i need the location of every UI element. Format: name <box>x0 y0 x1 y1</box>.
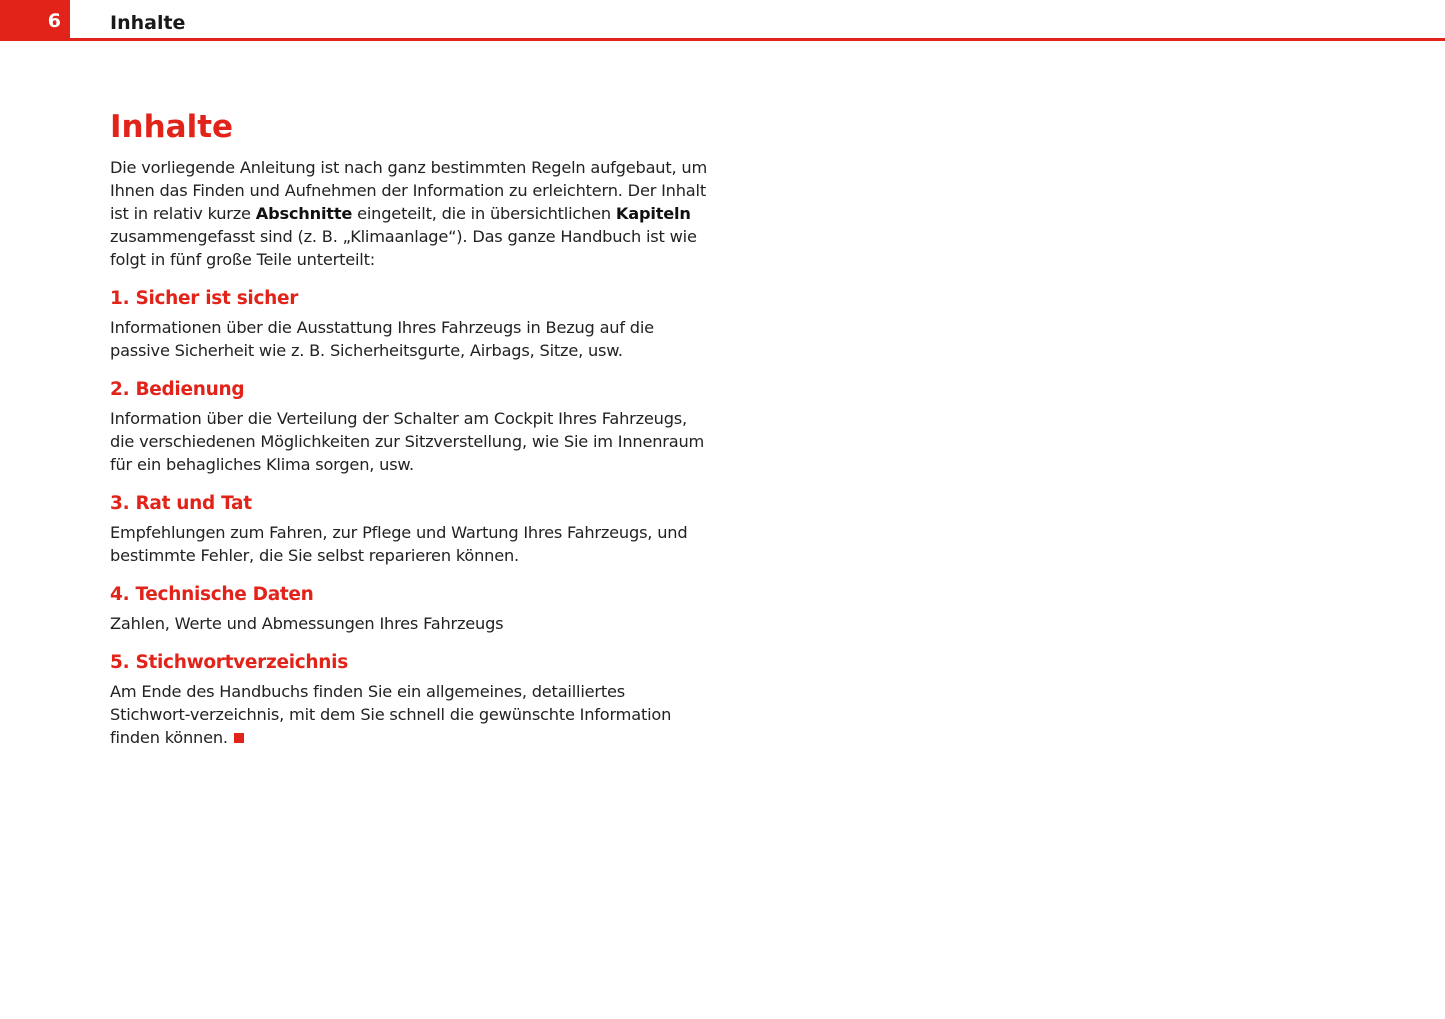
intro-bold-term: Abschnitte <box>255 204 353 223</box>
section-text: Am Ende des Handbuchs finden Sie ein allgemeines, detailliertes Stichwort-verzeichnis, mit dem Sie schnell die gewünschte Information finden können. <box>110 682 672 747</box>
page-number: 6 <box>47 10 61 32</box>
section-rat-und-tat <box>110 492 710 567</box>
section-sicher-ist-sicher <box>110 287 710 362</box>
section-heading: 2. Bedienung <box>110 379 245 400</box>
section-text: Informationen über die Ausstattung Ihres Fahrzeugs in Bezug auf die passive Sicherheit wie z. B. Sicherheitsgurte, Airbags, Sitze, usw. <box>110 318 654 360</box>
main-content <box>110 109 710 765</box>
page-number-box <box>0 0 70 41</box>
intro-text: Die vorliegende Anleitung ist nach ganz bestimmten Regeln aufgebaut, um Ihnen das Finden und Aufnehmen der Information zu erleichtern. Der Inhalt ist in relativ kurze <box>110 158 708 223</box>
section-bedienung <box>110 378 710 476</box>
intro-bold-term: Kapiteln <box>615 204 691 223</box>
section-heading: 3. Rat und Tat <box>110 493 252 514</box>
section-heading: 5. Stichwortverzeichnis <box>110 652 348 673</box>
section-technische-daten <box>110 583 710 635</box>
section-text: Information über die Verteilung der Schalter am Cockpit Ihres Fahrzeugs, die verschiedenen Möglichkeiten zur Sitzverstellung, wie Sie im Innenraum für ein behagliches Klima sorgen, usw. <box>110 409 705 474</box>
page-title: Inhalte <box>110 109 234 145</box>
intro-text: zusammengefasst sind (z. B. „Klimaanlage“). Das ganze Handbuch ist wie folgt in fünf große Teile unterteilt: <box>110 227 697 269</box>
section-heading: 4. Technische Daten <box>110 584 314 605</box>
section-heading: 1. Sicher ist sicher <box>110 288 299 309</box>
running-header-title: Inhalte <box>110 12 186 34</box>
section-text-with-end-mark <box>110 680 710 749</box>
end-of-section-square-icon <box>234 733 244 743</box>
section-text: Empfehlungen zum Fahren, zur Pflege und Wartung Ihres Fahrzeugs, und bestimmte Fehler, die Sie selbst reparieren können. <box>110 523 688 565</box>
section-text: Zahlen, Werte und Abmessungen Ihres Fahrzeugs <box>110 614 504 633</box>
section-stichwortverzeichnis <box>110 651 710 749</box>
intro-text: eingeteilt, die in übersichtlichen <box>352 204 616 223</box>
header-divider <box>70 38 1445 41</box>
intro-paragraph <box>110 156 710 271</box>
